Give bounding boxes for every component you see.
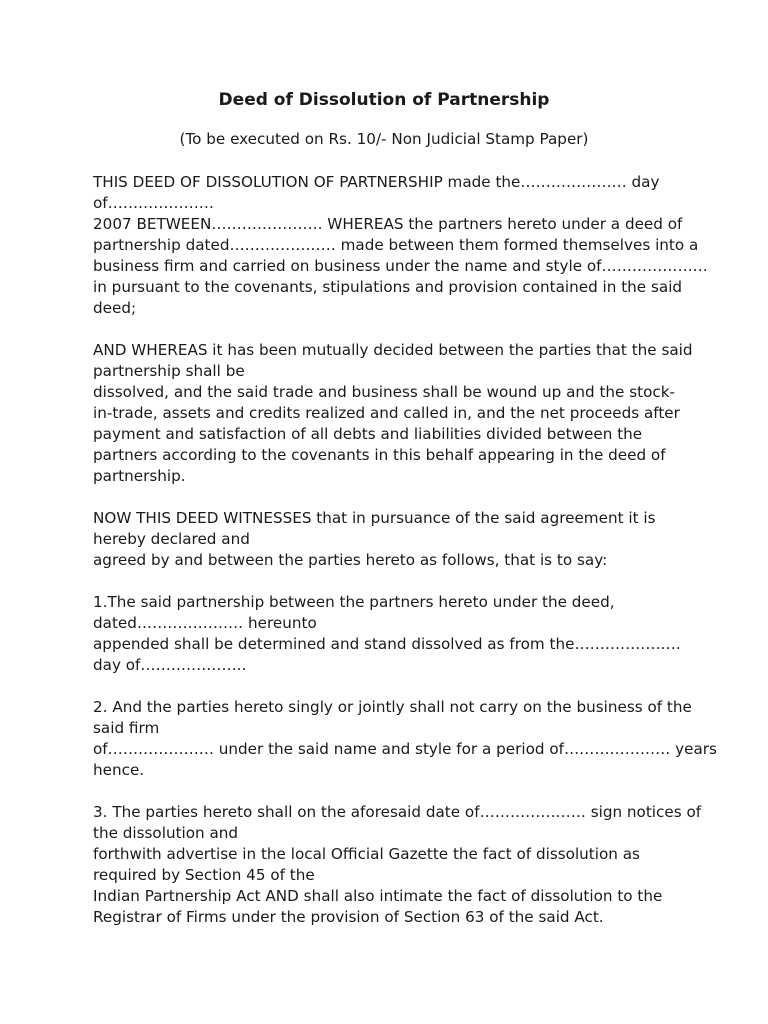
text-line: required by Section 45 of the bbox=[93, 866, 315, 884]
text-line: Registrar of Firms under the provision of Section 63 of the said Act. bbox=[93, 908, 604, 926]
text-line: partnership. bbox=[93, 467, 186, 485]
text-line: AND WHEREAS it has been mutually decided between the parties that the said bbox=[93, 341, 693, 359]
document-body bbox=[93, 172, 717, 928]
text-line: hereby declared and bbox=[93, 530, 250, 548]
text-line: appended shall be determined and stand dissolved as from the………………… bbox=[93, 635, 681, 653]
text-line: dated………………… hereunto bbox=[93, 614, 317, 632]
paragraph-whereas bbox=[93, 340, 693, 487]
text-line: 1.The said partnership between the partners hereto under the deed, bbox=[93, 593, 615, 611]
text-line: of………………… bbox=[93, 194, 214, 212]
text-line: in pursuant to the covenants, stipulations and provision contained in the said bbox=[93, 278, 683, 296]
text-line: 2007 BETWEEN…………………. WHEREAS the partners hereto under a deed of bbox=[93, 215, 683, 233]
text-line: partnership shall be bbox=[93, 362, 245, 380]
text-line: of………………… under the said name and style for a period of………………… years bbox=[93, 740, 717, 758]
text-line: dissolved, and the said trade and business shall be wound up and the stock- bbox=[93, 383, 676, 401]
text-line: deed; bbox=[93, 299, 137, 317]
text-line: 2. And the parties hereto singly or jointly shall not carry on the business of the bbox=[93, 698, 692, 716]
text-line: partnership dated………………… made between them formed themselves into a bbox=[93, 236, 699, 254]
document-subtitle: (To be executed on Rs. 10/- Non Judicial Stamp Paper) bbox=[179, 130, 589, 148]
text-line: agreed by and between the parties hereto as follows, that is to say: bbox=[93, 551, 608, 569]
paragraph-deed-opening bbox=[93, 172, 708, 319]
clause-3 bbox=[93, 802, 702, 928]
clause-2 bbox=[93, 697, 717, 781]
text-line: payment and satisfaction of all debts and liabilities divided between the bbox=[93, 425, 643, 443]
text-line: Indian Partnership Act AND shall also intimate the fact of dissolution to the bbox=[93, 887, 663, 905]
document-title: Deed of Dissolution of Partnership bbox=[218, 90, 550, 110]
text-line: the dissolution and bbox=[93, 824, 239, 842]
document-page bbox=[93, 88, 717, 928]
text-line: partners according to the covenants in this behalf appearing in the deed of bbox=[93, 446, 666, 464]
clause-1 bbox=[93, 592, 683, 676]
text-line: hence. bbox=[93, 761, 145, 779]
text-line: forthwith advertise in the local Official Gazette the fact of dissolution as bbox=[93, 845, 640, 863]
paragraph-witnesses bbox=[93, 508, 683, 571]
text-line: 3. The parties hereto shall on the aforesaid date of………………… sign notices of bbox=[93, 803, 702, 821]
text-line: in-trade, assets and credits realized and called in, and the net proceeds after bbox=[93, 404, 680, 422]
text-line: THIS DEED OF DISSOLUTION OF PARTNERSHIP made the………………… day bbox=[93, 173, 660, 191]
text-line: business firm and carried on business under the name and style of………………… bbox=[93, 257, 708, 275]
text-line: said firm bbox=[93, 719, 160, 737]
text-line: day of………………… bbox=[93, 656, 247, 674]
text-line: NOW THIS DEED WITNESSES that in pursuance of the said agreement it is bbox=[93, 509, 656, 527]
